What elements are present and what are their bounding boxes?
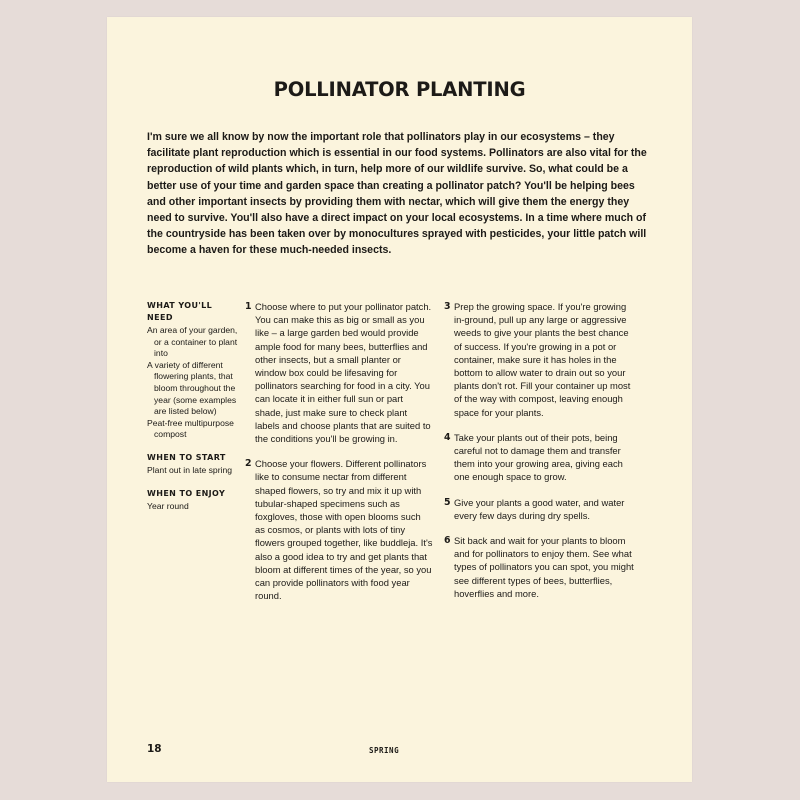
step-text: Sit back and wait for your plants to bloom and for pollinators to enjoy them. See what types of pollinators you can spot, you might see different types of bees, butterflies, hoverflies and more. <box>454 535 634 599</box>
page-number: 18 <box>147 743 162 755</box>
book-page <box>107 17 692 782</box>
when-to-start-heading: WHEN TO START <box>147 452 226 462</box>
step-number: 6 <box>444 535 451 547</box>
when-to-start-text: Plant out in late spring <box>147 464 233 475</box>
list-item: Peat-free multipurpose compost <box>147 417 234 440</box>
page-title: POLLINATOR PLANTING <box>273 78 526 101</box>
step-4 <box>444 431 634 484</box>
step-text: Give your plants a good water, and water every few days during dry spells. <box>454 496 625 521</box>
step-1 <box>245 300 433 445</box>
list-item: A variety of different flowering plants, that bloom throughout the year (some examples are listed below) <box>147 359 237 417</box>
step-number: 5 <box>444 496 451 508</box>
when-to-start-section <box>147 452 239 477</box>
step-text: Take your plants out of their pots, being careful not to damage them and transfer them into your growing area, giving each one enough space to grow. <box>454 431 623 483</box>
step-text: Prep the growing space. If you're growing in-ground, pull up any large or aggressive weeds to give your plants the best chance of success. If you're growing in a pot or container, make sure it has holes in the bottom to allow water to drain out so your plants don't rot. Fill your container up most of the way with compost, leaving enough space for your plants. <box>454 301 631 418</box>
when-to-start-list <box>147 465 239 477</box>
list-item: An area of your garden, or a container to plant into <box>147 325 238 359</box>
step-number: 4 <box>444 431 451 443</box>
intro-paragraph: I'm sure we all know by now the important role that pollinators play in our ecosystems – they facilitate plant reproduction which is essential in our food systems. Pollinators are also vital for the reproduction of wild plants which, in turn, help more of our wildlife survive. So, what could be a better use of your time and garden space than creating a pollinator patch? You'll be helping bees and other important insects by providing them with nectar, which will give them the energy they need to survive. You'll also have a direct impact on your local ecosystems. In a time where much of the countryside has been taken over by monocultures sprayed with pesticides, your little patch will become a haven for these much-needed insects. <box>147 131 647 257</box>
when-to-enjoy-list <box>147 501 239 513</box>
sidebar <box>147 300 239 523</box>
steps-column-left <box>245 300 433 614</box>
step-number: 2 <box>245 458 252 470</box>
step-text: Choose your flowers. Different pollinators like to consume nectar from different shaped flowers, so try and mix it up with tubular-shaped specimens such as foxgloves, those with open blooms such as cosmos, or plants with lots of tiny flowers grouped together, like buddleja. It's also a good idea to try and get plants that bloom at different times of the year, so you can provide pollinators with food year round. <box>255 458 433 602</box>
step-text: Choose where to put your pollinator patch. You can make this as big or small as you like – a large garden bed would provide ample food for many bees, butterflies and other insects, but a small planter or window box could be lifesaving for pollinators searching for food in a city. You can locate it in either full sun or part shade, just make sure to check plant labels and choose plants that are suited to the conditions you'll be growing in. <box>255 301 432 445</box>
step-5 <box>444 496 634 522</box>
step-3 <box>444 300 634 419</box>
when-to-enjoy-heading: WHEN TO ENJOY <box>147 488 226 498</box>
step-6 <box>444 534 634 600</box>
step-2 <box>245 457 433 602</box>
what-you-need-section <box>147 300 239 441</box>
when-to-enjoy-text: Year round <box>147 500 189 511</box>
step-number: 1 <box>245 301 252 312</box>
what-you-need-heading: WHAT YOU'LL NEED <box>147 301 213 322</box>
what-you-need-list <box>147 325 239 441</box>
running-head: SPRING <box>369 746 400 755</box>
steps-column-right <box>444 300 634 612</box>
when-to-enjoy-section <box>147 488 239 513</box>
step-number: 3 <box>444 301 451 312</box>
